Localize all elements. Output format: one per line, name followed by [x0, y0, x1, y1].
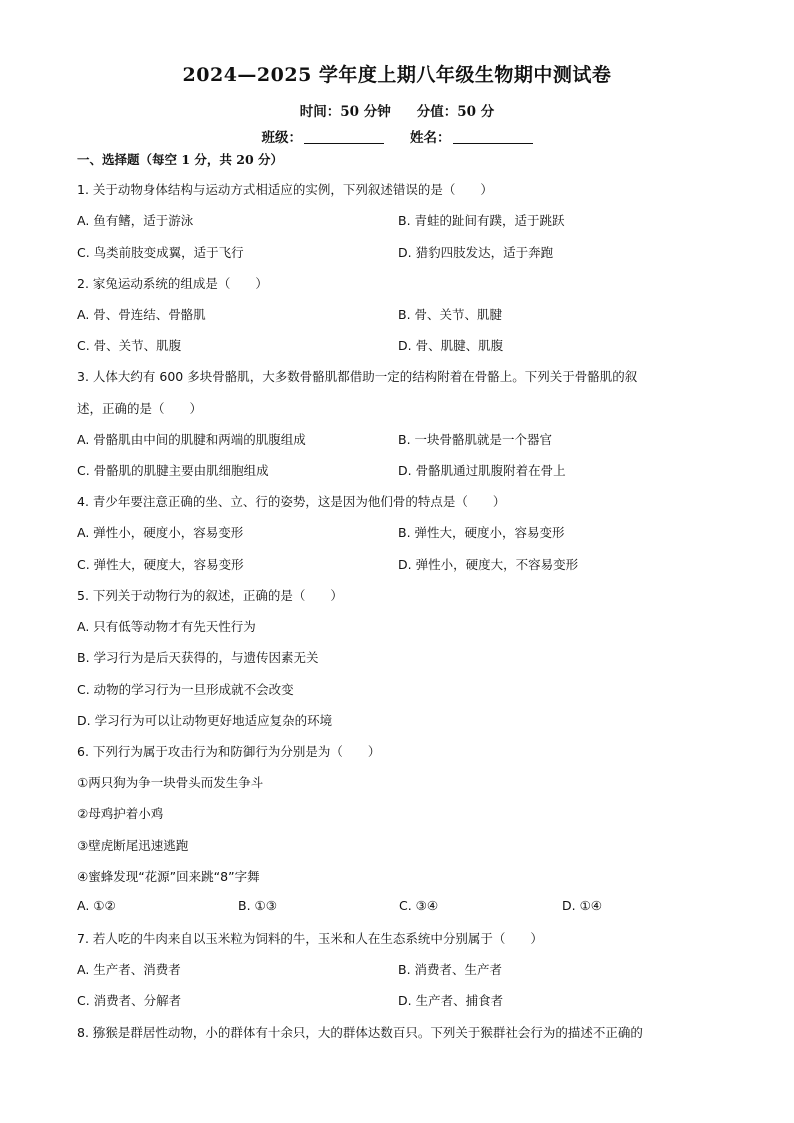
- question-stem: 4. 青少年要注意正确的坐、立、行的姿势，这是因为他们骨的特点是（ ）: [77, 494, 506, 509]
- name-label: 姓名：: [410, 130, 451, 146]
- option: C. ③④: [399, 898, 439, 913]
- option: D. 弹性小，硬度大，不容易变形: [398, 557, 579, 572]
- question-stem-continued: 述，正确的是（ ）: [77, 401, 203, 416]
- statement-item: ②母鸡护着小鸡: [77, 806, 164, 821]
- question-stem: 5. 下列关于动物行为的叙述，正确的是（ ）: [77, 588, 343, 603]
- option: C. 骨、关节、肌腹: [77, 338, 182, 353]
- option: D. 骨骼肌通过肌腹附着在骨上: [398, 463, 566, 478]
- option: A. ①②: [77, 898, 116, 913]
- option: D. 骨、肌腱、肌腹: [398, 338, 504, 353]
- option: A. 弹性小，硬度小，容易变形: [77, 525, 244, 540]
- option: A. 骨、骨连结、骨骼肌: [77, 307, 206, 322]
- option: C. 消费者、分解者: [77, 993, 182, 1008]
- question-stem: 6. 下列行为属于攻击行为和防御行为分别是为（ ）: [77, 744, 381, 759]
- option: D. 学习行为可以让动物更好地适应复杂的环境: [77, 713, 333, 728]
- option: B. 消费者、生产者: [398, 962, 503, 977]
- question-stem: 2. 家兔运动系统的组成是（ ）: [77, 276, 268, 291]
- option: D. 猎豹四肢发达，适于奔跑: [398, 245, 554, 260]
- option: D. 生产者、捕食者: [398, 993, 504, 1008]
- student-info: [0, 126, 794, 146]
- option: C. 骨骼肌的肌腱主要由肌细胞组成: [77, 463, 269, 478]
- exam-info: [0, 100, 794, 120]
- statement-item: ④蜜蜂发现“花源”回来跳“8”字舞: [77, 869, 260, 884]
- statement-item: ①两只狗为争一块骨头而发生争斗: [77, 775, 264, 790]
- name-field[interactable]: [453, 129, 533, 144]
- option: C. 动物的学习行为一旦形成就不会改变: [77, 682, 294, 697]
- page-title: 2024—2025 学年度上期八年级生物期中测试卷: [182, 64, 612, 86]
- question-stem: 3. 人体大约有 600 多块骨骼肌，大多数骨骼肌都借助一定的结构附着在骨骼上。下列关于骨骼肌的叙: [77, 369, 638, 384]
- option: B. 青蛙的趾间有蹼，适于跳跃: [398, 213, 565, 228]
- question-stem: 8. 猕猴是群居性动物，小的群体有十余只，大的群体达数百只。下列关于猴群社会行为的描述不正确的: [77, 1025, 643, 1040]
- option: B. ①③: [238, 898, 277, 913]
- question-stem: 7. 若人吃的牛肉来自以玉米粒为饲料的牛，玉米和人在生态系统中分别属于（ ）: [77, 931, 543, 946]
- class-field[interactable]: [304, 129, 384, 144]
- time-label: 时间：50 分钟: [299, 104, 391, 120]
- option: A. 生产者、消费者: [77, 962, 181, 977]
- option: D. ①④: [562, 898, 602, 913]
- option: C. 弹性大，硬度大，容易变形: [77, 557, 244, 572]
- option: B. 骨、关节、肌腱: [398, 307, 503, 322]
- statement-item: ③壁虎断尾迅速逃跑: [77, 838, 189, 853]
- option: B. 一块骨骼肌就是一个器官: [398, 432, 553, 447]
- option: A. 只有低等动物才有先天性行为: [77, 619, 256, 634]
- class-label: 班级：: [261, 130, 302, 146]
- option: C. 鸟类前肢变成翼，适于飞行: [77, 245, 244, 260]
- question-stem: 1. 关于动物身体结构与运动方式相适应的实例，下列叙述错误的是（ ）: [77, 182, 493, 197]
- option: A. 鱼有鳍，适于游泳: [77, 213, 194, 228]
- option: B. 弹性大，硬度小，容易变形: [398, 525, 565, 540]
- option: B. 学习行为是后天获得的，与遗传因素无关: [77, 650, 319, 665]
- score-label: 分值：50 分: [416, 104, 495, 120]
- section-heading: 一、选择题（每空 1 分，共 20 分）: [77, 152, 284, 167]
- option: A. 骨骼肌由中间的肌腱和两端的肌腹组成: [77, 432, 306, 447]
